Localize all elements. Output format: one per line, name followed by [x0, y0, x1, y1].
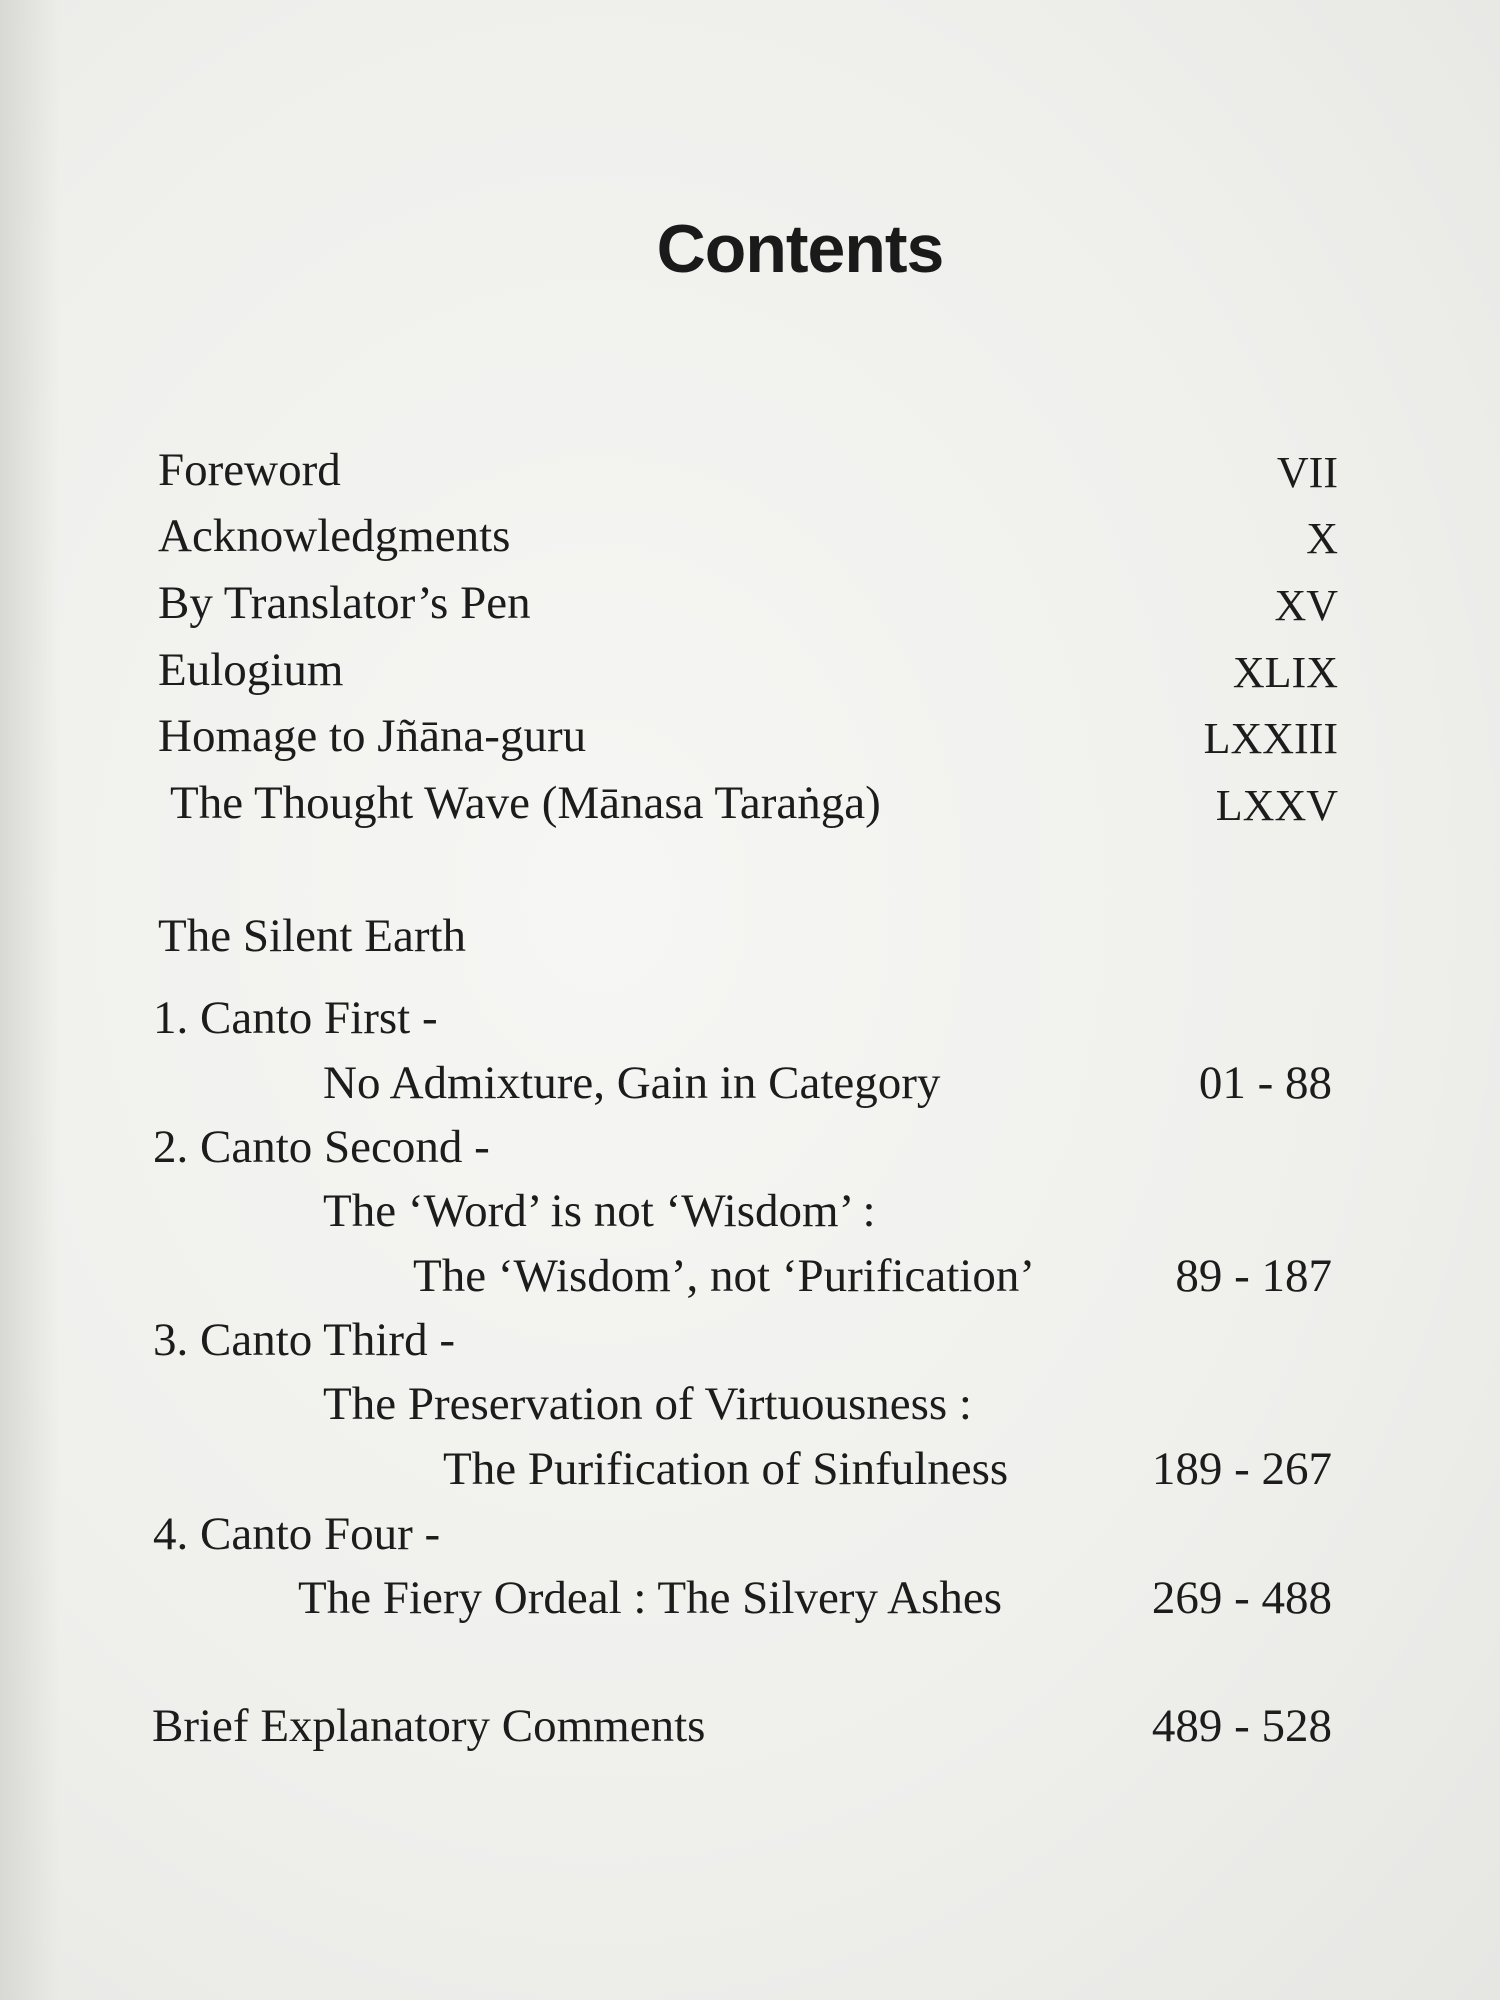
- canto-heading: 2. Canto Second -: [153, 1121, 490, 1173]
- canto-subtitle: The Purification of Sinfulness: [443, 1443, 1009, 1495]
- toc-entry-page: XLIX: [1232, 648, 1338, 697]
- page-title: Contents: [656, 211, 944, 287]
- toc-entry-explanatory-comments: Brief Explanatory Comments: [152, 1700, 706, 1752]
- toc-entry-label: By Translator’s Pen: [158, 577, 531, 629]
- canto-pages: 89 - 187: [1175, 1250, 1332, 1302]
- canto-title: The ‘Word’ is not ‘Wisdom’ :: [323, 1185, 876, 1237]
- canto-title: The Fiery Ordeal : The Silvery Ashes: [298, 1572, 1002, 1624]
- toc-entry-label: Eulogium: [158, 644, 344, 696]
- toc-entry-label: Foreword: [158, 444, 341, 496]
- canto-title: No Admixture, Gain in Category: [323, 1057, 941, 1109]
- toc-entry-page: 489 - 528: [1151, 1700, 1332, 1752]
- toc-entry-label: The Thought Wave (Mānasa Taraṅga): [170, 777, 881, 829]
- canto-pages: 269 - 488: [1151, 1572, 1332, 1624]
- toc-entry-label: Acknowledgments: [158, 510, 511, 562]
- canto-heading: 4. Canto Four -: [153, 1508, 441, 1560]
- toc-entry-page: VII: [1276, 448, 1338, 497]
- toc-entry-page: XV: [1274, 581, 1338, 630]
- canto-title: The Preservation of Virtuousness :: [323, 1378, 972, 1430]
- page-gutter-shadow: [0, 0, 60, 2000]
- canto-pages: 01 - 88: [1198, 1057, 1332, 1109]
- canto-heading: 3. Canto Third -: [153, 1314, 455, 1366]
- toc-entry-page: X: [1306, 514, 1338, 563]
- canto-pages: 189 - 267: [1151, 1443, 1332, 1495]
- canto-heading: 1. Canto First -: [153, 992, 438, 1044]
- canto-subtitle: The ‘Wisdom’, not ‘Purification’: [413, 1250, 1036, 1302]
- toc-entry-label: Homage to Jñāna-guru: [158, 710, 587, 762]
- toc-entry-page: LXXV: [1215, 781, 1338, 830]
- toc-entry-page: LXXIII: [1203, 714, 1338, 763]
- section-heading: The Silent Earth: [158, 910, 467, 962]
